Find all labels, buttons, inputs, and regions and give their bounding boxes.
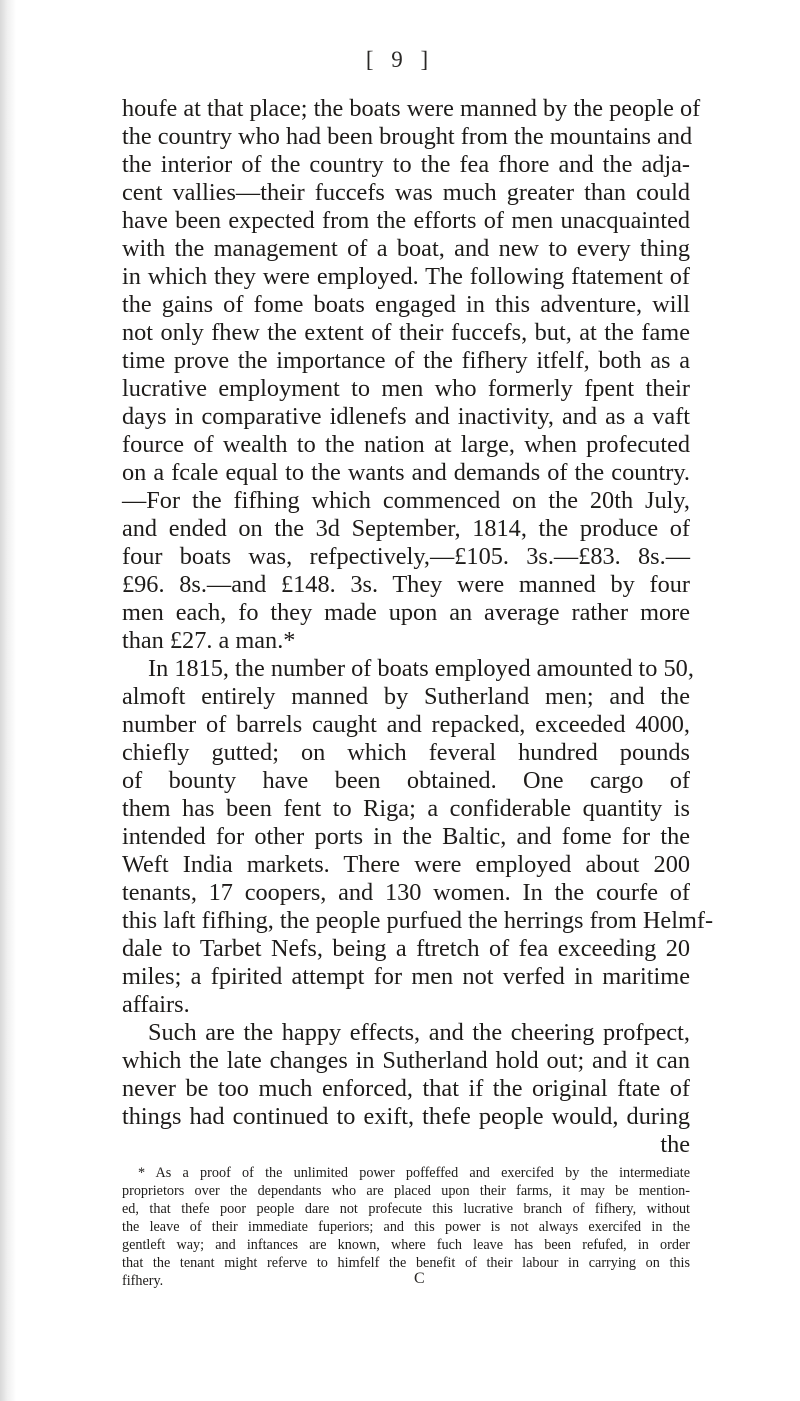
footnote-line: fifhery. xyxy=(122,1273,164,1289)
body-line: affairs. xyxy=(122,991,190,1018)
body-line: things had continued to exift, thefe people would, during xyxy=(122,1103,690,1130)
body-line: lucrative employment to men who formerly fpent their xyxy=(122,375,690,402)
signature-mark: C xyxy=(414,1270,425,1287)
body-line: —For the fifhing which commenced on the 20th July, xyxy=(122,487,690,514)
body-line: miles; a fpirited attempt for men not verfed in maritime xyxy=(122,963,690,990)
body-line: on a fcale equal to the wants and demands of the country. xyxy=(122,459,690,486)
body-line: of bounty have been obtained. One cargo of xyxy=(122,767,690,794)
catchword: the xyxy=(660,1131,690,1158)
body-line: never be too much enforced, that if the original ftate of xyxy=(122,1075,690,1102)
footnote-line: the leave of their immediate fuperiors; and this power is not always exercifed in the xyxy=(122,1219,690,1235)
body-line: time prove the importance of the fifhery itfelf, both as a xyxy=(122,347,690,374)
page-number: [ 9 ] xyxy=(365,47,435,72)
body-line: men each, fo they made upon an average rather more xyxy=(122,599,690,626)
body-line: tenants, 17 coopers, and 130 women. In the courfe of xyxy=(122,879,690,906)
footnote-line: gentleft way; and inftances are known, where fuch leave has been refufed, in order xyxy=(122,1237,690,1253)
body-line: with the management of a boat, and new to every thing xyxy=(122,235,690,262)
body-line: and ended on the 3d September, 1814, the produce of xyxy=(122,515,690,542)
body-line: chiefly gutted; on which feveral hundred pounds xyxy=(122,739,690,766)
body-line: have been expected from the efforts of men unacquainted xyxy=(122,207,690,234)
body-line: Such are the happy effects, and the cheering profpect, xyxy=(148,1019,690,1046)
body-line: In 1815, the number of boats employed amounted to 50, xyxy=(148,655,694,682)
body-line: which the late changes in Sutherland hold out; and it can xyxy=(122,1047,690,1074)
footnote-line: that the tenant might referve to himfelf the benefit of their labour in carrying on this xyxy=(122,1255,690,1271)
body-line: cent vallies—their fuccefs was much greater than could xyxy=(122,179,690,206)
page-gutter-shadow xyxy=(0,0,16,1401)
body-line: the interior of the country to the fea fhore and the adja- xyxy=(122,151,690,178)
body-line: days in comparative idlenefs and inactivity, and as a vaft xyxy=(122,403,690,430)
body-line: almoft entirely manned by Sutherland men; and the xyxy=(122,683,690,710)
body-line: £96. 8s.—and £148. 3s. They were manned by four xyxy=(122,571,690,598)
footnote-line: ed, that thefe poor people dare not profecute this lucrative branch of fifhery, without xyxy=(122,1201,690,1217)
body-line: number of barrels caught and repacked, exceeded 4000, xyxy=(122,711,690,738)
body-line: fource of wealth to the nation at large, when profecuted xyxy=(122,431,690,458)
body-line: not only fhew the extent of their fuccefs, but, at the fame xyxy=(122,319,690,346)
body-line: four boats was, refpectively,—£105. 3s.—£83. 8s.— xyxy=(122,543,690,570)
body-line: the country who had been brought from the mountains and xyxy=(122,123,693,150)
footnote-line: proprietors over the dependants who are placed upon their farms, it may be mention- xyxy=(122,1183,690,1199)
body-line: than £27. a man.* xyxy=(122,627,296,654)
footnote-line: * As a proof of the unlimited power poffeffed and exercifed by the intermediate xyxy=(138,1165,690,1181)
body-line: houfe at that place; the boats were manned by the people of xyxy=(122,95,701,122)
body-line: intended for other ports in the Baltic, and fome for the xyxy=(122,823,690,850)
body-line: the gains of fome boats engaged in this adventure, will xyxy=(122,291,690,318)
body-line: Weft India markets. There were employed about 200 xyxy=(122,851,690,878)
body-line: them has been fent to Riga; a confiderable quantity is xyxy=(122,795,690,822)
body-line: this laft fifhing, the people purfued the herrings from Helmf- xyxy=(122,907,714,934)
body-line: in which they were employed. The following ftatement of xyxy=(122,263,690,290)
body-line: dale to Tarbet Nefs, being a ftretch of fea exceeding 20 xyxy=(122,935,690,962)
